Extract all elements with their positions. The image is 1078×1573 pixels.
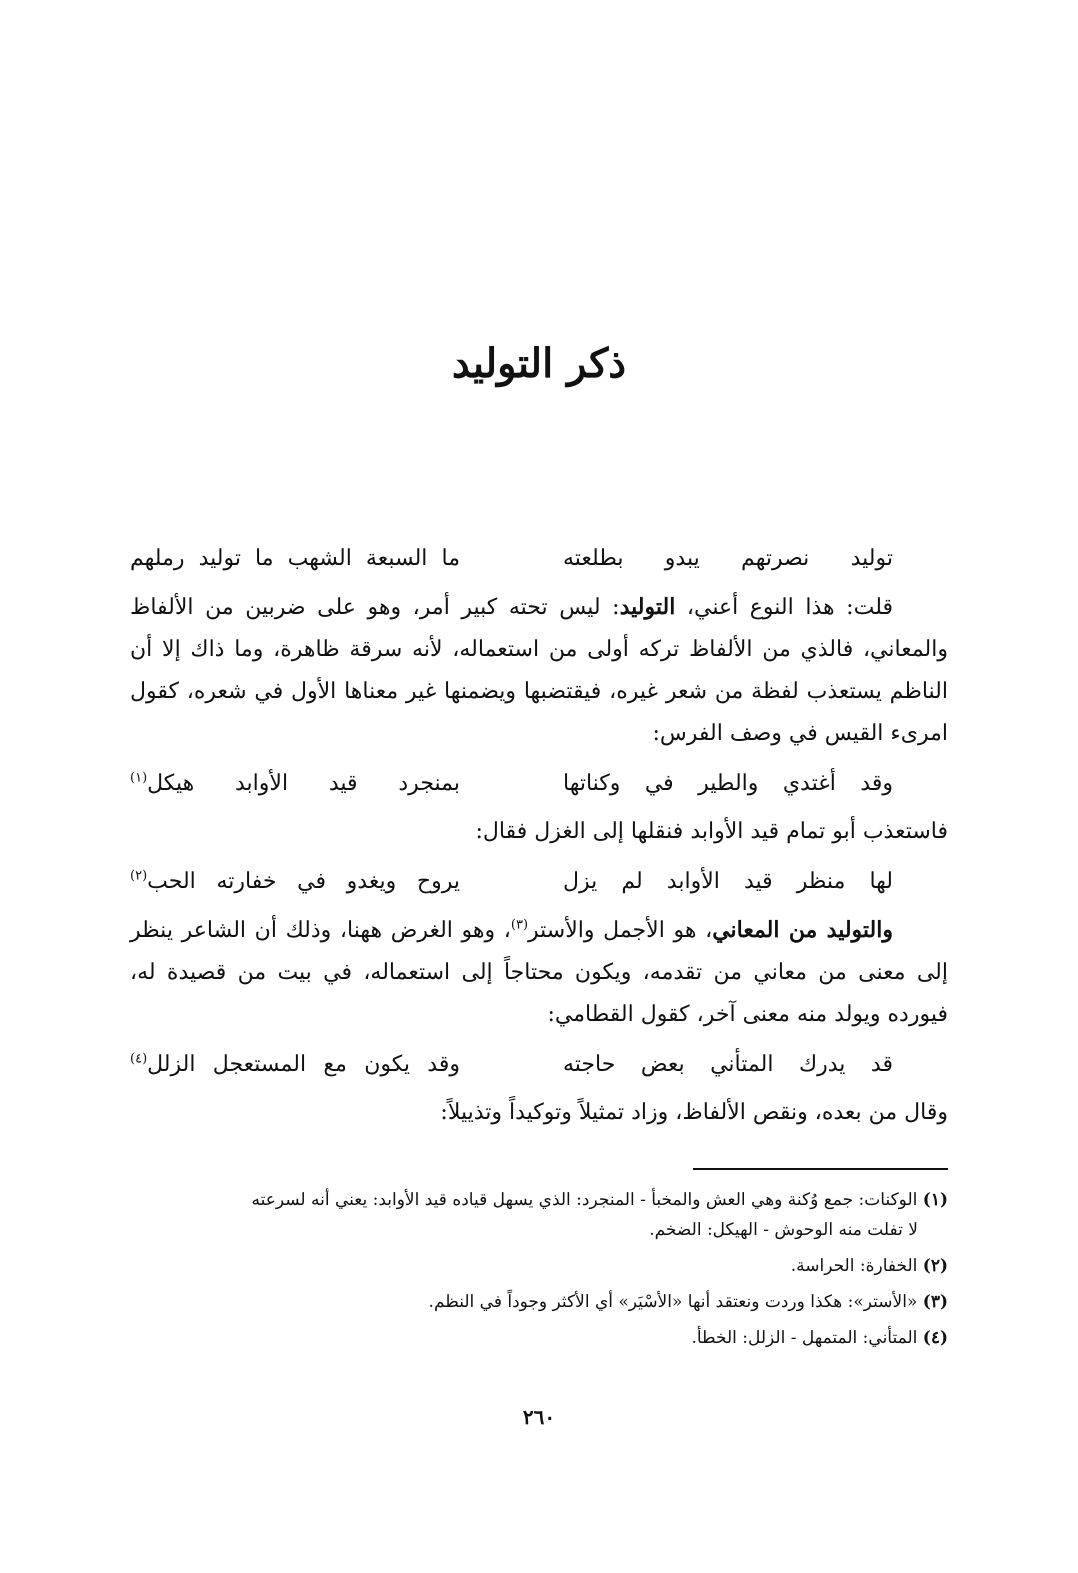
verse-3-first-hemistich: لها منظر قيد الأوابد لم يزل xyxy=(563,869,893,894)
verse-1 xyxy=(130,538,948,580)
verse-4-second-hemistich xyxy=(130,1044,460,1086)
paragraph-3-body: ، وهو الغرض ههنا، وذلك أن الشاعر ينظر إلى معنى من معاني من تقدمه، ويكون محتاجاً إلى استعماله، في بيت من قصيدة له، فيورده ويولد منه معنى آخر، كقول القطامي: xyxy=(130,918,948,1027)
footnote-text: الوكنات: جمع وُكنة وهي العش والمخبأ - المنجرد: الذي يسهل قياده قيد الأوابد: يعني أنه لسرعته xyxy=(251,1190,923,1210)
verse-4 xyxy=(130,1044,948,1086)
footnote-ref-2: (٢) xyxy=(130,868,148,884)
verse-1-second-hemistich: ما السبعة الشهب ما توليد رملهم xyxy=(130,546,460,571)
footnote-1 xyxy=(130,1185,948,1245)
paragraph-1 xyxy=(130,586,948,755)
footnote-ref-4: (٤) xyxy=(130,1051,148,1067)
footnote-text: «الأستر»: هكذا وردت ونعتقد أنها «الأسْيَر» أي الأكثر وجوداً في النظم. xyxy=(428,1292,923,1312)
footnote-number: (١) xyxy=(922,1190,948,1210)
verse-1-first-hemistich: توليد نصرتهم يبدو بطلعته xyxy=(563,546,893,571)
verse-4-second-text: وقد يكون مع المستعجل الزلل xyxy=(147,1052,460,1077)
footnote-divider xyxy=(693,1168,948,1170)
verse-2-second-text: بمنجرد قيد الأوابد هيكل xyxy=(147,771,460,796)
verse-4-first-hemistich: قد يدرك المتأني بعض حاجته xyxy=(563,1052,893,1077)
footnote-2 xyxy=(130,1251,948,1281)
footnote-number: (٤) xyxy=(922,1328,948,1348)
footnote-4 xyxy=(130,1323,948,1353)
footnote-ref-1: (١) xyxy=(130,770,148,786)
main-text xyxy=(130,530,948,1138)
paragraph-3 xyxy=(130,909,948,1036)
paragraph-4: وقال من بعده، ونقص الألفاظ، وزاد تمثيلاً وتوكيداً وتذييلاً: xyxy=(440,1100,948,1125)
footnote-continuation: لا تفلت منه الوحوش - الهيكل: الضخم. xyxy=(649,1220,918,1240)
paragraph-2: فاستعذب أبو تمام قيد الأوابد فنقلها إلى الغزل فقال: xyxy=(475,819,948,844)
verse-3 xyxy=(130,861,948,903)
chapter-title: ذكر التوليد xyxy=(451,340,627,387)
footnote-number: (٣) xyxy=(922,1292,948,1312)
verse-3-second-hemistich xyxy=(130,861,460,903)
footnote-number: (٢) xyxy=(922,1256,948,1276)
paragraph-1-intro: قلت: هذا النوع أعني، xyxy=(675,595,893,620)
footnote-3 xyxy=(130,1287,948,1317)
footnote-text: المتأني: المتمهل - الزلل: الخطأ. xyxy=(691,1328,923,1348)
page-number: ٢٦٠ xyxy=(522,1405,556,1429)
verse-2-second-hemistich xyxy=(130,763,460,805)
term-meanings: والتوليد من المعاني xyxy=(712,917,893,943)
footnote-text: الخفارة: الحراسة. xyxy=(790,1256,923,1276)
paragraph-3-part: ، هو الأجمل والأستر xyxy=(528,918,713,943)
verse-3-second-text: يروح ويغدو في خفارته الحب xyxy=(147,869,460,894)
term-tawlid: التوليد xyxy=(619,594,676,620)
verse-2-first-hemistich: وقد أغتدي والطير في وكناتها xyxy=(563,771,893,796)
footnotes xyxy=(130,1185,948,1359)
footnote-ref-3: (٣) xyxy=(510,917,529,933)
paragraph-1-body: : ليس تحته كبير أمر، وهو على ضربين من الألفاظ والمعاني، فالذي من الألفاظ تركه أولى من استعماله، لأنه سرقة ظاهرة، وما ذاك إلا أن الناظم يستعذب لفظة من شعر غيره، فيقتضبها ويضمنها غير معناها الأول في شعره، كقول امرىء القيس في وصف الفرس: xyxy=(130,595,948,746)
verse-2 xyxy=(130,763,948,805)
